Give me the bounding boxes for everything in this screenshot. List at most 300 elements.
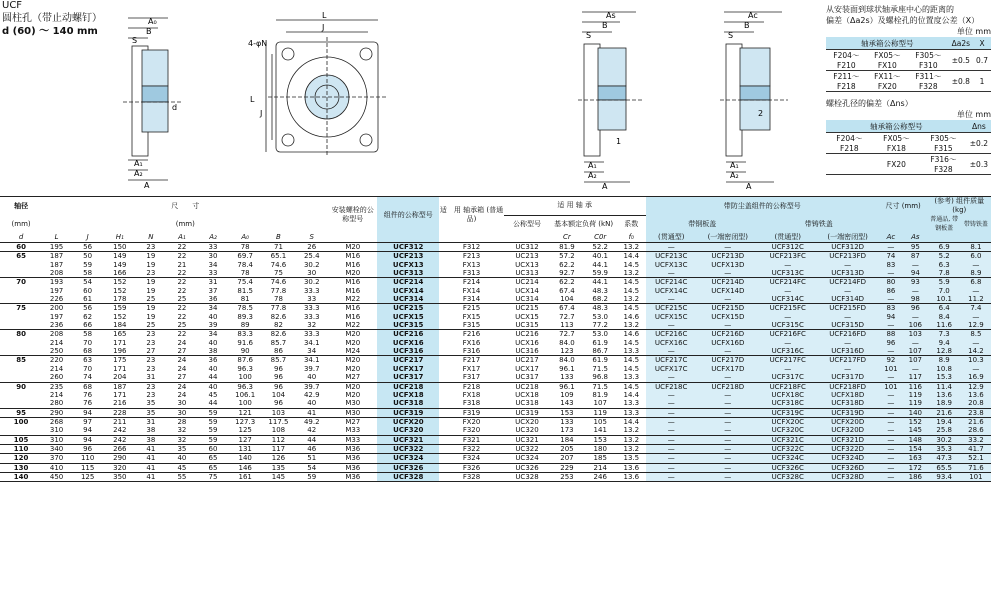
cell-A0: 161	[229, 472, 262, 481]
cell-S: 41	[295, 408, 328, 417]
cell-cc: UCF318C	[759, 399, 817, 408]
cell-brg: UC328	[504, 472, 551, 481]
cell-L: 214	[49, 364, 64, 373]
cell-bolt: M20	[328, 243, 377, 252]
label-l-side: L	[250, 95, 255, 104]
cell-bolt: M27	[345, 373, 361, 382]
cell-brg: UC316	[515, 347, 539, 356]
cell-A2: 65	[197, 463, 228, 472]
cell-m2: 6.0	[961, 252, 991, 261]
cell-J: 74	[83, 373, 93, 382]
cell-bolt: M16	[328, 252, 377, 261]
cell-L: 340	[42, 444, 71, 453]
cell-cd: —	[817, 261, 879, 269]
cell-c0r: 86.7	[592, 347, 609, 356]
hdr-bearing: 适 用 轴 承	[504, 197, 646, 216]
cell-A2: 31	[197, 278, 228, 287]
col-symbol: J	[86, 233, 89, 241]
cell-A0: 131	[229, 444, 262, 453]
cell-brg: UC322	[504, 444, 551, 453]
table-row	[0, 356, 991, 365]
cell-unit: UCF321	[377, 435, 439, 444]
cell-f0: 14.6	[617, 330, 646, 339]
cell-ac: 88	[879, 330, 903, 339]
cell-H: 152	[104, 278, 135, 287]
cell-sd: —	[697, 347, 759, 356]
cell-as: 148	[903, 435, 927, 444]
table-row	[826, 50, 991, 71]
cell-m1: 8.9	[928, 356, 961, 365]
hdr-mass: (参考) 组件质量 (kg)	[928, 197, 991, 216]
cell-f0: 13.3	[623, 399, 640, 408]
cell-cc: UCF320C	[759, 426, 817, 435]
cell-H: 211	[104, 417, 135, 426]
cell-housing: F317	[462, 373, 481, 382]
hdr-sizes: 尺寸 (mm)	[879, 197, 928, 216]
cell-m2: 13.6	[961, 391, 991, 399]
col-symbol: As	[903, 233, 927, 243]
cell-unit: UCFX15	[377, 313, 439, 321]
cell-m2: 8.9	[961, 269, 991, 278]
cell-ac: 83	[879, 304, 903, 313]
cell-A0: 89	[240, 321, 250, 330]
cell-housing: F217	[439, 356, 503, 365]
cell-N: 31	[135, 417, 166, 426]
cell-L: 370	[42, 454, 71, 463]
cell-L: 268	[42, 417, 71, 426]
col-symbol: C0r	[594, 233, 607, 241]
cell-housing: FX14	[462, 286, 481, 295]
cell-housing: F216	[439, 330, 503, 339]
cell-as: 87	[903, 252, 927, 261]
cell-sc: UCF215C	[646, 304, 697, 313]
cell-as: 154	[903, 444, 927, 453]
cell-m2: 28.6	[961, 426, 991, 435]
cell-J: 70	[83, 338, 93, 347]
cell-S: 33.3	[303, 312, 320, 321]
label-s: S	[132, 36, 138, 45]
cell-A0: 69.7	[229, 252, 262, 261]
cell-brg: UC218	[504, 382, 551, 391]
tol-cell: ±0.5	[949, 50, 973, 71]
cell-cr: 67.4	[559, 286, 575, 295]
cell-L: 200	[42, 304, 71, 313]
cell-f0: 13.3	[617, 408, 646, 417]
cell-bolt: M30	[328, 408, 377, 417]
cell-H: 290	[104, 454, 135, 463]
cell-m2: 8.1	[961, 243, 991, 252]
cell-f0: 14.5	[617, 278, 646, 287]
cell-L: 187	[42, 252, 71, 261]
cell-unit: UCF214	[377, 278, 439, 287]
cell-ac: —	[879, 472, 903, 481]
cell-L: 260	[49, 373, 64, 382]
cell-sd: UCFX15D	[697, 313, 759, 321]
cell-m1: 30.2	[928, 435, 961, 444]
cell-as: 116	[903, 382, 927, 391]
cell-d	[0, 365, 42, 373]
cell-cd: UCF324D	[817, 454, 879, 463]
cell-c0r: 96.8	[592, 373, 609, 382]
cell-J: 96	[71, 444, 104, 453]
cell-sc: —	[646, 463, 697, 472]
cell-A2: 33	[208, 269, 218, 278]
table-row	[0, 304, 991, 313]
cell-cr: 62.2	[550, 278, 583, 287]
front-view-drawing	[248, 12, 398, 162]
cell-H: 149	[104, 252, 135, 261]
cell-bolt: M16	[328, 304, 377, 313]
cell-A1: 22	[177, 286, 187, 295]
cell-c0r: 59.9	[592, 269, 609, 278]
cell-J: 68	[83, 347, 93, 356]
cell-A0: 127.3	[229, 417, 262, 426]
hdr-cast: 带铸铁盖	[759, 215, 879, 233]
table-row	[0, 454, 991, 463]
cell-cr: 173	[560, 426, 574, 435]
cell-bolt: M20	[328, 356, 377, 365]
cell-cc: UCF321C	[759, 435, 817, 444]
cell-unit: UCF326	[377, 463, 439, 472]
hdr-bolt: 安装螺栓的公称型号	[331, 206, 374, 223]
cell-L: 214	[49, 390, 64, 399]
cell-ac: —	[879, 347, 903, 356]
cell-cc: UCF326C	[759, 463, 817, 472]
cell-A1: 27	[177, 347, 187, 356]
cell-m2: —	[961, 339, 991, 347]
col-symbol: Cr	[563, 233, 571, 241]
cell-L: 208	[42, 330, 71, 339]
cell-unit: UCF317	[377, 373, 439, 382]
cell-f0: 13.5	[617, 454, 646, 463]
cell-as: 152	[903, 417, 927, 426]
cell-cr: 207	[550, 454, 583, 463]
cell-m1: 93.4	[928, 472, 961, 481]
cell-ac: —	[879, 426, 903, 435]
col-closed: (一端密闭型)	[697, 233, 759, 243]
cell-m1: 12.8	[928, 347, 961, 356]
cell-sc: UCFX16C	[646, 339, 697, 347]
cell-A1: 22	[177, 312, 187, 321]
cell-bolt: M20	[345, 364, 361, 373]
cell-A2: 39	[208, 321, 218, 330]
cell-ac: 101	[879, 382, 903, 391]
col-symbol: A₀	[241, 233, 249, 241]
cell-sc: UCF214C	[646, 278, 697, 287]
cell-d	[0, 426, 42, 435]
cell-A1: 45	[166, 463, 197, 472]
hdr-dims: 尺 寸	[171, 201, 200, 210]
cell-A2: 36	[197, 356, 228, 365]
cell-sd: —	[697, 321, 759, 330]
cell-unit: UCF324	[377, 454, 439, 463]
cell-A1: 55	[166, 472, 197, 481]
cell-m1: 11.6	[928, 321, 961, 330]
cell-f0: 13.2	[623, 426, 640, 435]
cell-cd: UCF316D	[817, 347, 879, 356]
cell-unit: UCF215	[377, 304, 439, 313]
cell-f0: 14.5	[617, 304, 646, 313]
cell-ac: 96	[879, 339, 903, 347]
cell-sc: UCF218C	[646, 382, 697, 391]
cell-housing: F322	[439, 444, 503, 453]
cell-J: 56	[71, 243, 104, 252]
label-j-top: J	[322, 23, 325, 32]
cell-H: 152	[113, 286, 127, 295]
cell-A0: 81	[240, 295, 250, 304]
table-row	[0, 261, 991, 269]
cell-cd: UCF216FD	[817, 330, 879, 339]
cell-f0: 14.5	[623, 364, 640, 373]
cell-as: 119	[903, 391, 927, 399]
cell-cd: —	[817, 313, 879, 321]
cell-H: 159	[104, 304, 135, 313]
cell-cc: UCF315C	[759, 321, 817, 330]
tol-cell: FX11～FX20	[867, 71, 908, 92]
cell-cc: UCF216FC	[759, 330, 817, 339]
cell-H: 204	[113, 373, 127, 382]
label-two: 2	[758, 109, 764, 118]
cell-as: —	[903, 339, 927, 347]
cell-ac: 86	[879, 287, 903, 295]
hdr-mass-std: 普通品, 带钢板盖	[928, 215, 961, 233]
cell-c0r: 71.5	[584, 382, 617, 391]
cell-m1: 19.4	[928, 417, 961, 426]
cell-sd: —	[697, 417, 759, 426]
cell-f0: 14.5	[623, 286, 640, 295]
cell-B: 75	[273, 269, 283, 278]
cell-J: 76	[83, 390, 93, 399]
cell-c0r: 71.5	[592, 364, 609, 373]
cell-cc: UCF312C	[759, 243, 817, 252]
table-row	[0, 463, 991, 472]
cell-B: 86	[273, 347, 283, 356]
col-symbol: Ac	[879, 233, 903, 243]
cell-cd: —	[817, 339, 879, 347]
table-row	[0, 408, 991, 417]
cell-brg: UC315	[515, 321, 539, 330]
cell-c0r: 141	[593, 426, 607, 435]
cell-L: 197	[49, 312, 64, 321]
cell-A2: 34	[208, 260, 218, 269]
cell-S: 30.2	[295, 278, 328, 287]
cell-m2: 52.1	[961, 454, 991, 463]
cell-d: 65	[0, 252, 42, 261]
table-row	[0, 347, 991, 356]
cell-B: 77.8	[270, 286, 287, 295]
cell-f0: 13.2	[623, 321, 640, 330]
cell-A1: 22	[166, 304, 197, 313]
cell-S: 33.3	[295, 330, 328, 339]
cell-unit: UCF315	[377, 321, 439, 330]
cell-c0r: 61.9	[584, 356, 617, 365]
cell-brg: UC216	[504, 330, 551, 339]
cell-J: 94	[83, 426, 93, 435]
cell-brg: UCX20	[504, 417, 551, 426]
cell-brg: UC313	[515, 269, 539, 278]
table-row	[0, 278, 991, 287]
tol-cell	[826, 154, 873, 175]
cell-N: 23	[146, 364, 156, 373]
cell-ac: —	[879, 454, 903, 463]
table-row	[0, 269, 991, 278]
hdr-steel: 带钢板盖	[646, 215, 759, 233]
cell-A2: 34	[197, 330, 228, 339]
series-code: UCF	[2, 0, 23, 11]
cell-sc: —	[646, 435, 697, 444]
cell-brg: UC326	[504, 463, 551, 472]
cell-as: —	[903, 365, 927, 373]
label-s2: S	[586, 31, 592, 40]
col-symbol: L	[54, 233, 59, 241]
cell-m1: 10.8	[928, 365, 961, 373]
cell-unit: UCF318	[377, 399, 439, 408]
cell-c0r: 153	[584, 435, 617, 444]
cell-housing: FX20	[439, 417, 503, 426]
cell-sc: UCF216C	[646, 330, 697, 339]
cell-A1: 22	[166, 252, 197, 261]
cell-J: 76	[83, 399, 93, 408]
tol-cell: FX20	[873, 154, 920, 175]
cell-housing: F218	[439, 382, 503, 391]
cell-housing: F328	[439, 472, 503, 481]
cell-J: 66	[83, 321, 93, 330]
cell-m1: 6.9	[928, 243, 961, 252]
cell-bolt: M33	[345, 426, 361, 435]
cell-A2: 59	[197, 417, 228, 426]
cell-A0: 78.4	[237, 260, 253, 269]
cell-H: 216	[113, 399, 127, 408]
cell-c0r: 68.2	[592, 295, 609, 304]
cell-B: 112	[262, 435, 295, 444]
cell-d: 85	[0, 356, 42, 365]
cell-sc: UCF213C	[646, 252, 697, 261]
cell-sd: —	[697, 373, 759, 382]
cell-unit: UCF217	[377, 356, 439, 365]
cell-B: 96	[273, 373, 283, 382]
cell-m2: —	[961, 365, 991, 373]
cell-H: 187	[104, 382, 135, 391]
cell-as: 96	[903, 304, 927, 313]
cell-bolt: M20	[345, 269, 361, 278]
cell-housing: F214	[439, 278, 503, 287]
label-a1-3: A₁	[730, 161, 739, 170]
cell-c0r: 44.1	[584, 278, 617, 287]
label-a-3: A	[746, 182, 752, 190]
cell-cr: 153	[550, 408, 583, 417]
col-symbol: S	[309, 233, 314, 241]
hdr-shaft: 轴径	[14, 201, 29, 210]
cell-cd: UCF313D	[817, 269, 879, 278]
col-symbol: A₂	[209, 233, 217, 241]
cell-J: 60	[83, 286, 93, 295]
label-a: A	[144, 181, 150, 190]
cell-H: 242	[113, 426, 127, 435]
cell-N: 23	[146, 269, 156, 278]
cell-A0: 96.3	[237, 364, 253, 373]
cell-A2: 33	[197, 243, 228, 252]
col-symbol: N	[148, 233, 154, 241]
cell-c0r: 53.0	[592, 312, 609, 321]
cell-B: 108	[271, 426, 286, 435]
hdr-mass-cast: 带铸铁盖	[961, 215, 991, 233]
cell-housing: FX13	[462, 260, 481, 269]
tolerance-title-1: 从安装面到球状轴承座中心的距离的	[826, 5, 954, 14]
cell-J: 63	[71, 356, 104, 365]
cell-L: 235	[42, 382, 71, 391]
cell-S: 44	[295, 435, 328, 444]
cell-cc: UCF313C	[759, 269, 817, 278]
cell-bolt: M36	[328, 472, 377, 481]
cell-d: 70	[0, 278, 42, 287]
cell-as: 163	[903, 454, 927, 463]
cell-c0r: 44.1	[592, 260, 609, 269]
cell-ac: —	[879, 269, 903, 278]
table-row	[0, 313, 991, 321]
cell-N: 23	[146, 390, 156, 399]
tol-cell: F305～F310	[908, 50, 949, 71]
cell-S: 39.7	[295, 382, 328, 391]
cell-m2: 21.6	[961, 417, 991, 426]
cell-N: 23	[135, 382, 166, 391]
cell-f0: 13.2	[617, 435, 646, 444]
cell-ac: 83	[879, 261, 903, 269]
cell-B: 85.7	[270, 338, 287, 347]
label-b2: B	[602, 21, 608, 30]
cell-sd: —	[697, 454, 759, 463]
cell-ac: —	[879, 391, 903, 399]
cell-as: 95	[903, 243, 927, 252]
tolerance-unit: 单位 mm	[956, 27, 991, 36]
cell-H: 149	[113, 260, 127, 269]
hdr-shaft-unit: (mm)	[11, 219, 31, 228]
cell-cd: UCF314D	[817, 295, 879, 304]
cell-H: 175	[104, 356, 135, 365]
cell-N: 19	[135, 252, 166, 261]
cell-sc: UCFX14C	[646, 287, 697, 295]
cell-housing: FX15	[462, 312, 481, 321]
cell-housing: F326	[439, 463, 503, 472]
cell-A2: 75	[197, 472, 228, 481]
cell-B: 103	[262, 408, 295, 417]
cell-A1: 24	[177, 390, 187, 399]
label-a1-2: A₁	[588, 161, 597, 170]
cell-sd: —	[697, 426, 759, 435]
cell-A2: 45	[208, 390, 218, 399]
cell-A2: 59	[197, 435, 228, 444]
cell-c0r: 61.9	[592, 338, 609, 347]
cell-housing: F312	[439, 243, 503, 252]
cell-cd: UCF326D	[817, 463, 879, 472]
table-row	[0, 444, 991, 453]
cell-A2: 40	[208, 338, 218, 347]
cell-J: 110	[71, 454, 104, 463]
cell-A1: 24	[166, 382, 197, 391]
cell-cc: UCF322C	[759, 444, 817, 453]
cell-B: 65.1	[262, 252, 295, 261]
cell-m1: 7.0	[928, 287, 961, 295]
cell-brg: UCX14	[515, 286, 539, 295]
cell-brg: UC314	[515, 295, 539, 304]
cell-B: 96	[273, 364, 283, 373]
cell-d: 90	[0, 382, 42, 391]
cell-bolt: M33	[328, 435, 377, 444]
cell-L: 280	[49, 399, 64, 408]
cell-brg: UC217	[504, 356, 551, 365]
cell-A0: 75.4	[229, 278, 262, 287]
cell-cd: UCF317D	[817, 373, 879, 382]
cell-unit: UCF312	[377, 243, 439, 252]
